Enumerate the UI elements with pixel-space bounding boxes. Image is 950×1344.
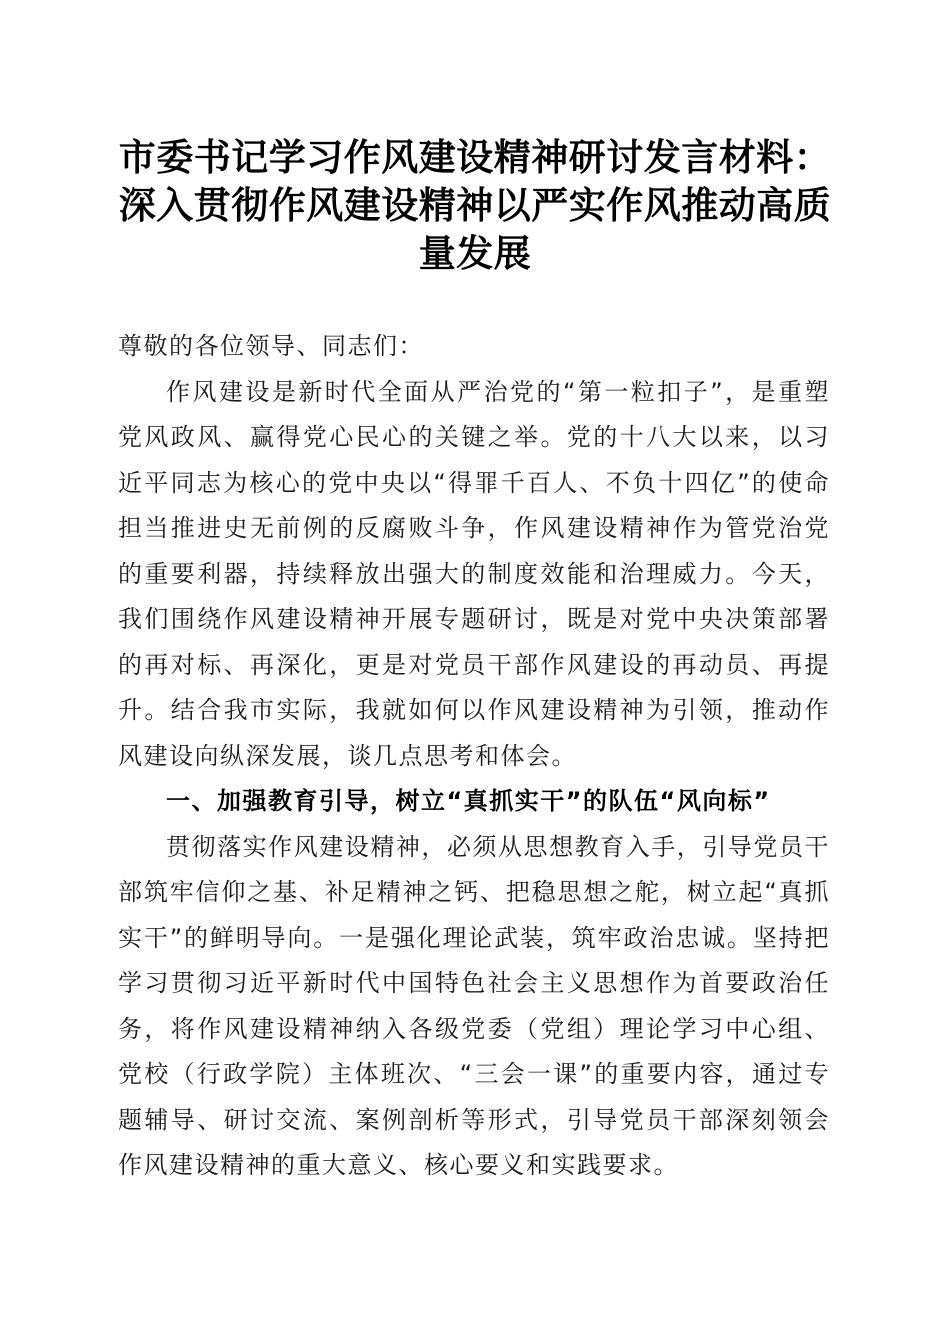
document-title: 市委书记学习作风建设精神研讨发言材料：深入贯彻作风建设精神以严实作风推动高质量发展 (118, 135, 832, 275)
intro-paragraph: 作风建设是新时代全面从严治党的“第一粒扣子”，是重塑党风政风、赢得党心民心的关键之举。党的十八大以来，以习近平同志为核心的党中央以“得罪千百人、不负十四亿”的使命担当推进史无前例的反腐败斗争，作风建设精神作为管党治党的重要利器，持续释放出强大的制度效能和治理威力。今天，我们围绕作风建设精神开展专题研讨，既是对党中央决策部署的再对标、再深化，更是对党员干部作风建设的再动员、再提升。结合我市实际，我就如何以作风建设精神为引领，推动作风建设向纵深发展，谈几点思考和体会。 (118, 377, 830, 770)
section-heading-1: 一、加强教育引导，树立“真抓实干”的队伍“风向标” (166, 787, 771, 815)
section-1-paragraph: 贯彻落实作风建设精神，必须从思想教育入手，引导党员干部筑牢信仰之基、补足精神之钙、把稳思想之舵，树立起“真抓实干”的鲜明导向。一是强化理论武装，筑牢政治忠诚。坚持把学习贯彻习近平新时代中国特色社会主义思想作为首要政治任务，将作风建设精神纳入各级党委（党组）理论学习中心组、党校（行政学院）主体班次、“三会一课”的重要内容，通过专题辅导、研讨交流、案例剖析等形式，引导党员干部深刻领会作风建设精神的重大意义、核心要义和实践要求。 (118, 832, 830, 1179)
salutation: 尊敬的各位领导、同志们： (118, 332, 424, 360)
document-body (118, 324, 830, 1189)
